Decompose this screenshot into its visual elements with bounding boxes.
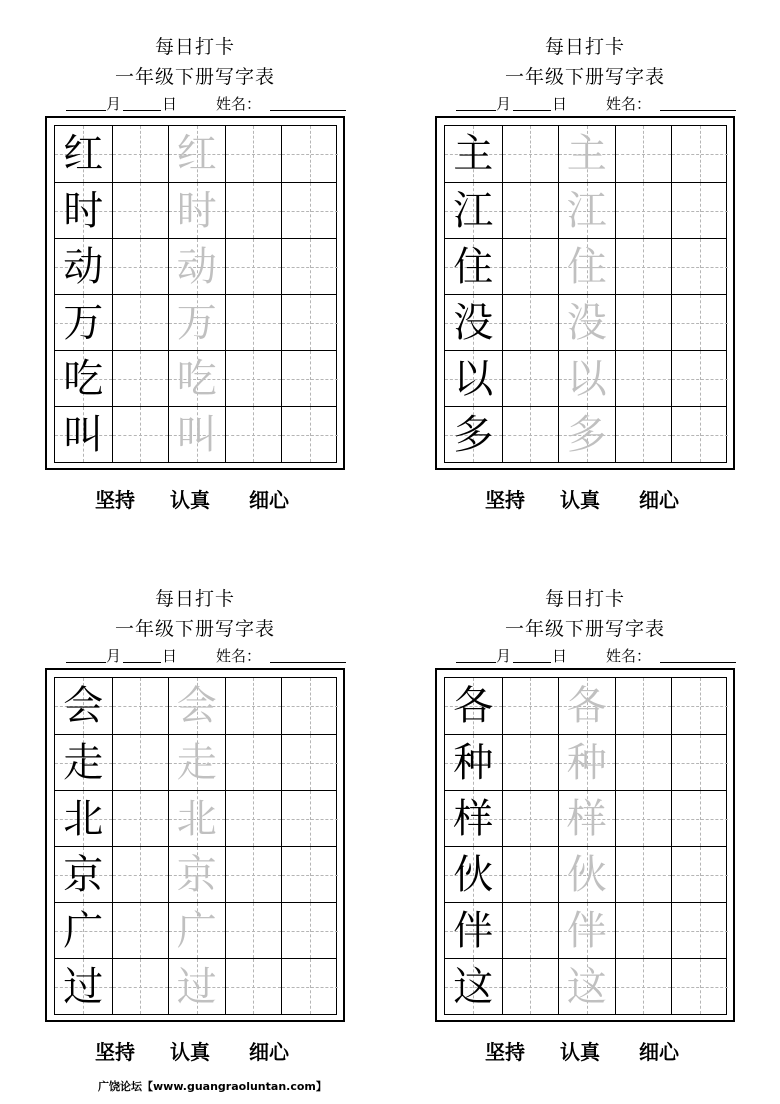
writing-cell[interactable] bbox=[168, 295, 225, 350]
grid-row bbox=[55, 734, 336, 790]
writing-cell[interactable] bbox=[502, 407, 559, 462]
writing-cell[interactable] bbox=[502, 126, 559, 182]
writing-cell[interactable] bbox=[168, 126, 225, 182]
model-character: 多 bbox=[453, 411, 494, 458]
trace-character: 动 bbox=[176, 243, 217, 290]
writing-cell[interactable] bbox=[502, 791, 559, 846]
writing-cell[interactable] bbox=[168, 735, 225, 790]
model-character: 动 bbox=[63, 243, 104, 290]
sheet-subtitle: 一年级下册写字表 bbox=[504, 618, 665, 640]
writing-cell[interactable] bbox=[168, 678, 225, 734]
writing-cell[interactable] bbox=[112, 126, 169, 182]
writing-cell[interactable] bbox=[671, 295, 728, 350]
model-character: 会 bbox=[63, 683, 104, 729]
writing-cell[interactable] bbox=[225, 903, 282, 958]
writing-cell[interactable] bbox=[281, 847, 338, 902]
date-name-line bbox=[66, 646, 356, 666]
trace-character: 伙 bbox=[566, 851, 607, 898]
month-label: 月 bbox=[106, 95, 122, 113]
writing-cell[interactable] bbox=[502, 295, 559, 350]
month-blank[interactable] bbox=[456, 662, 496, 663]
writing-cell bbox=[445, 847, 502, 902]
day-blank[interactable] bbox=[123, 110, 161, 111]
model-character: 主 bbox=[453, 131, 494, 177]
writing-cell bbox=[55, 407, 112, 462]
trace-character: 没 bbox=[566, 299, 607, 346]
month-blank[interactable] bbox=[66, 110, 106, 111]
model-character: 万 bbox=[63, 299, 104, 346]
writing-cell[interactable] bbox=[112, 847, 169, 902]
trace-character: 多 bbox=[566, 411, 607, 458]
writing-cell[interactable] bbox=[558, 959, 615, 1014]
writing-cell[interactable] bbox=[558, 183, 615, 238]
writing-cell[interactable] bbox=[615, 959, 672, 1014]
writing-grid bbox=[54, 677, 337, 1015]
writing-cell[interactable] bbox=[281, 351, 338, 406]
writing-cell[interactable] bbox=[558, 126, 615, 182]
motto-word: 细心 bbox=[639, 488, 679, 512]
motto bbox=[45, 484, 345, 514]
writing-cell[interactable] bbox=[558, 847, 615, 902]
name-blank[interactable] bbox=[660, 110, 736, 111]
sheet-title: 每日打卡 bbox=[544, 588, 625, 610]
grid-row bbox=[55, 406, 336, 462]
name-label: 姓名： bbox=[216, 647, 262, 665]
sheet-subtitle: 一年级下册写字表 bbox=[114, 618, 275, 640]
writing-cell bbox=[445, 126, 502, 182]
writing-grid-frame bbox=[45, 116, 345, 470]
grid-row bbox=[55, 846, 336, 902]
writing-cell bbox=[55, 847, 112, 902]
writing-cell[interactable] bbox=[671, 126, 728, 182]
writing-cell[interactable] bbox=[225, 239, 282, 294]
name-blank[interactable] bbox=[660, 662, 736, 663]
model-character: 以 bbox=[453, 355, 494, 402]
writing-cell[interactable] bbox=[502, 959, 559, 1014]
trace-character: 住 bbox=[566, 243, 607, 290]
motto-word: 坚持 bbox=[485, 488, 525, 512]
model-character: 京 bbox=[63, 851, 104, 898]
grid-row bbox=[445, 846, 726, 902]
motto bbox=[45, 1036, 345, 1066]
writing-cell[interactable] bbox=[225, 126, 282, 182]
writing-cell bbox=[445, 295, 502, 350]
writing-cell[interactable] bbox=[502, 678, 559, 734]
grid-row bbox=[445, 350, 726, 406]
writing-cell[interactable] bbox=[615, 735, 672, 790]
writing-cell[interactable] bbox=[168, 791, 225, 846]
month-label: 月 bbox=[496, 647, 512, 665]
model-character: 各 bbox=[453, 683, 494, 729]
motto-word: 坚持 bbox=[485, 1040, 525, 1064]
writing-cell[interactable] bbox=[281, 735, 338, 790]
model-character: 过 bbox=[63, 963, 104, 1010]
writing-cell bbox=[55, 678, 112, 734]
model-character: 北 bbox=[63, 795, 104, 842]
writing-cell bbox=[445, 407, 502, 462]
grid-row bbox=[445, 734, 726, 790]
grid-row bbox=[445, 958, 726, 1014]
writing-cell[interactable] bbox=[671, 407, 728, 462]
name-blank[interactable] bbox=[270, 662, 346, 663]
grid-row bbox=[445, 790, 726, 846]
writing-cell[interactable] bbox=[168, 903, 225, 958]
model-character: 种 bbox=[453, 739, 494, 786]
motto-word: 认真 bbox=[560, 1040, 600, 1064]
trace-character: 叫 bbox=[176, 411, 217, 458]
grid-row bbox=[55, 182, 336, 238]
writing-cell[interactable] bbox=[502, 183, 559, 238]
writing-cell[interactable] bbox=[112, 678, 169, 734]
month-blank[interactable] bbox=[456, 110, 496, 111]
motto-word: 坚持 bbox=[95, 1040, 135, 1064]
trace-character: 主 bbox=[566, 131, 607, 177]
writing-grid bbox=[444, 677, 727, 1015]
writing-cell[interactable] bbox=[112, 351, 169, 406]
writing-cell[interactable] bbox=[615, 351, 672, 406]
writing-cell bbox=[445, 735, 502, 790]
motto-word: 坚持 bbox=[95, 488, 135, 512]
trace-character: 红 bbox=[176, 131, 217, 177]
trace-character: 京 bbox=[176, 851, 217, 898]
writing-cell[interactable] bbox=[671, 678, 728, 734]
writing-cell[interactable] bbox=[558, 735, 615, 790]
writing-cell[interactable] bbox=[615, 847, 672, 902]
day-blank[interactable] bbox=[123, 662, 161, 663]
model-character: 伴 bbox=[453, 907, 494, 954]
grid-row bbox=[55, 958, 336, 1014]
month-blank[interactable] bbox=[66, 662, 106, 663]
writing-cell[interactable] bbox=[225, 959, 282, 1014]
model-character: 时 bbox=[63, 187, 104, 234]
trace-character: 过 bbox=[176, 963, 217, 1010]
writing-cell[interactable] bbox=[281, 183, 338, 238]
trace-character: 各 bbox=[566, 683, 607, 729]
grid-row bbox=[445, 294, 726, 350]
grid-row bbox=[445, 238, 726, 294]
writing-cell[interactable] bbox=[671, 735, 728, 790]
model-character: 住 bbox=[453, 243, 494, 290]
writing-cell bbox=[55, 183, 112, 238]
grid-row bbox=[55, 126, 336, 182]
writing-cell[interactable] bbox=[112, 239, 169, 294]
grid-row bbox=[445, 182, 726, 238]
writing-cell[interactable] bbox=[225, 791, 282, 846]
writing-cell[interactable] bbox=[112, 295, 169, 350]
writing-cell[interactable] bbox=[502, 903, 559, 958]
date-name-line bbox=[456, 94, 746, 114]
writing-grid-frame bbox=[45, 668, 345, 1022]
trace-character: 会 bbox=[176, 683, 217, 729]
trace-character: 北 bbox=[176, 795, 217, 842]
model-character: 红 bbox=[63, 131, 104, 177]
grid-row bbox=[445, 678, 726, 734]
name-label: 姓名： bbox=[606, 647, 652, 665]
name-label: 姓名： bbox=[216, 95, 262, 113]
model-character: 没 bbox=[453, 299, 494, 346]
writing-cell[interactable] bbox=[168, 407, 225, 462]
trace-character: 万 bbox=[176, 299, 217, 346]
writing-cell[interactable] bbox=[112, 183, 169, 238]
writing-cell[interactable] bbox=[281, 959, 338, 1014]
trace-character: 以 bbox=[566, 355, 607, 402]
day-blank[interactable] bbox=[513, 662, 551, 663]
writing-cell[interactable] bbox=[168, 847, 225, 902]
writing-cell[interactable] bbox=[502, 847, 559, 902]
writing-cell[interactable] bbox=[615, 239, 672, 294]
trace-character: 江 bbox=[566, 187, 607, 234]
writing-cell[interactable] bbox=[225, 351, 282, 406]
writing-cell[interactable] bbox=[558, 407, 615, 462]
writing-grid bbox=[54, 125, 337, 463]
writing-grid bbox=[444, 125, 727, 463]
writing-cell bbox=[445, 239, 502, 294]
motto-word: 认真 bbox=[560, 488, 600, 512]
writing-cell[interactable] bbox=[558, 678, 615, 734]
grid-row bbox=[55, 790, 336, 846]
grid-row bbox=[55, 294, 336, 350]
writing-cell[interactable] bbox=[671, 183, 728, 238]
trace-character: 种 bbox=[566, 739, 607, 786]
writing-cell[interactable] bbox=[225, 678, 282, 734]
model-character: 吃 bbox=[63, 355, 104, 402]
writing-cell[interactable] bbox=[671, 903, 728, 958]
writing-cell bbox=[445, 903, 502, 958]
model-character: 这 bbox=[453, 963, 494, 1010]
month-label: 月 bbox=[496, 95, 512, 113]
writing-cell[interactable] bbox=[281, 295, 338, 350]
writing-cell[interactable] bbox=[615, 407, 672, 462]
writing-cell bbox=[445, 791, 502, 846]
writing-cell[interactable] bbox=[225, 407, 282, 462]
writing-cell bbox=[55, 735, 112, 790]
writing-cell[interactable] bbox=[671, 959, 728, 1014]
writing-cell bbox=[445, 183, 502, 238]
model-character: 伙 bbox=[453, 851, 494, 898]
day-label: 日 bbox=[162, 647, 178, 665]
writing-cell[interactable] bbox=[168, 959, 225, 1014]
writing-cell[interactable] bbox=[112, 959, 169, 1014]
writing-cell[interactable] bbox=[615, 126, 672, 182]
writing-cell[interactable] bbox=[615, 295, 672, 350]
trace-character: 时 bbox=[176, 187, 217, 234]
trace-character: 吃 bbox=[176, 355, 217, 402]
grid-row bbox=[445, 902, 726, 958]
motto bbox=[435, 484, 735, 514]
writing-cell bbox=[445, 351, 502, 406]
writing-cell[interactable] bbox=[671, 847, 728, 902]
motto-word: 认真 bbox=[170, 1040, 210, 1064]
writing-cell bbox=[445, 959, 502, 1014]
writing-cell[interactable] bbox=[615, 903, 672, 958]
writing-cell[interactable] bbox=[502, 351, 559, 406]
sheet-subtitle: 一年级下册写字表 bbox=[114, 66, 275, 88]
writing-cell[interactable] bbox=[281, 903, 338, 958]
trace-character: 样 bbox=[566, 795, 607, 842]
writing-cell bbox=[55, 791, 112, 846]
motto-word: 细心 bbox=[249, 488, 289, 512]
writing-cell[interactable] bbox=[615, 791, 672, 846]
grid-row bbox=[55, 902, 336, 958]
writing-cell[interactable] bbox=[558, 239, 615, 294]
model-character: 样 bbox=[453, 795, 494, 842]
writing-cell[interactable] bbox=[112, 791, 169, 846]
trace-character: 这 bbox=[566, 963, 607, 1010]
writing-cell[interactable] bbox=[225, 847, 282, 902]
writing-cell[interactable] bbox=[281, 126, 338, 182]
writing-cell[interactable] bbox=[112, 407, 169, 462]
sheet-title: 每日打卡 bbox=[154, 588, 235, 610]
writing-cell[interactable] bbox=[281, 678, 338, 734]
writing-cell[interactable] bbox=[671, 351, 728, 406]
writing-cell bbox=[55, 959, 112, 1014]
day-label: 日 bbox=[552, 647, 568, 665]
writing-cell[interactable] bbox=[168, 351, 225, 406]
model-character: 叫 bbox=[63, 411, 104, 458]
writing-cell[interactable] bbox=[112, 903, 169, 958]
date-name-line bbox=[456, 646, 746, 666]
writing-cell[interactable] bbox=[168, 239, 225, 294]
writing-cell bbox=[55, 903, 112, 958]
grid-row bbox=[55, 678, 336, 734]
writing-cell bbox=[55, 351, 112, 406]
writing-cell bbox=[55, 126, 112, 182]
name-blank[interactable] bbox=[270, 110, 346, 111]
model-character: 走 bbox=[63, 739, 104, 786]
writing-cell[interactable] bbox=[615, 678, 672, 734]
writing-cell bbox=[55, 239, 112, 294]
writing-cell[interactable] bbox=[281, 407, 338, 462]
writing-cell[interactable] bbox=[281, 791, 338, 846]
writing-cell[interactable] bbox=[558, 903, 615, 958]
day-label: 日 bbox=[162, 95, 178, 113]
day-label: 日 bbox=[552, 95, 568, 113]
motto-word: 细心 bbox=[639, 1040, 679, 1064]
grid-row bbox=[55, 350, 336, 406]
sheet-title: 每日打卡 bbox=[154, 36, 235, 58]
model-character: 江 bbox=[453, 187, 494, 234]
writing-cell[interactable] bbox=[558, 791, 615, 846]
trace-character: 广 bbox=[176, 907, 217, 954]
writing-cell[interactable] bbox=[671, 791, 728, 846]
writing-cell[interactable] bbox=[225, 183, 282, 238]
grid-row bbox=[445, 126, 726, 182]
writing-cell[interactable] bbox=[558, 295, 615, 350]
motto bbox=[435, 1036, 735, 1066]
name-label: 姓名： bbox=[606, 95, 652, 113]
month-label: 月 bbox=[106, 647, 122, 665]
writing-cell bbox=[445, 678, 502, 734]
date-name-line bbox=[66, 94, 356, 114]
writing-cell[interactable] bbox=[502, 735, 559, 790]
writing-grid-frame bbox=[435, 668, 735, 1022]
grid-row bbox=[55, 238, 336, 294]
model-character: 广 bbox=[63, 907, 104, 954]
writing-cell[interactable] bbox=[502, 239, 559, 294]
writing-cell bbox=[55, 295, 112, 350]
writing-cell[interactable] bbox=[112, 735, 169, 790]
writing-cell[interactable] bbox=[225, 295, 282, 350]
sheet-subtitle: 一年级下册写字表 bbox=[504, 66, 665, 88]
writing-cell[interactable] bbox=[558, 351, 615, 406]
writing-cell[interactable] bbox=[615, 183, 672, 238]
writing-cell[interactable] bbox=[225, 735, 282, 790]
writing-cell[interactable] bbox=[281, 239, 338, 294]
grid-row bbox=[445, 406, 726, 462]
motto-word: 细心 bbox=[249, 1040, 289, 1064]
footer-watermark-text: 广饶论坛【www.guangraoluntan.com】 bbox=[98, 1080, 327, 1093]
sheet-title: 每日打卡 bbox=[544, 36, 625, 58]
writing-grid-frame bbox=[435, 116, 735, 470]
trace-character: 走 bbox=[176, 739, 217, 786]
day-blank[interactable] bbox=[513, 110, 551, 111]
motto-word: 认真 bbox=[170, 488, 210, 512]
writing-cell[interactable] bbox=[671, 239, 728, 294]
trace-character: 伴 bbox=[566, 907, 607, 954]
writing-cell[interactable] bbox=[168, 183, 225, 238]
